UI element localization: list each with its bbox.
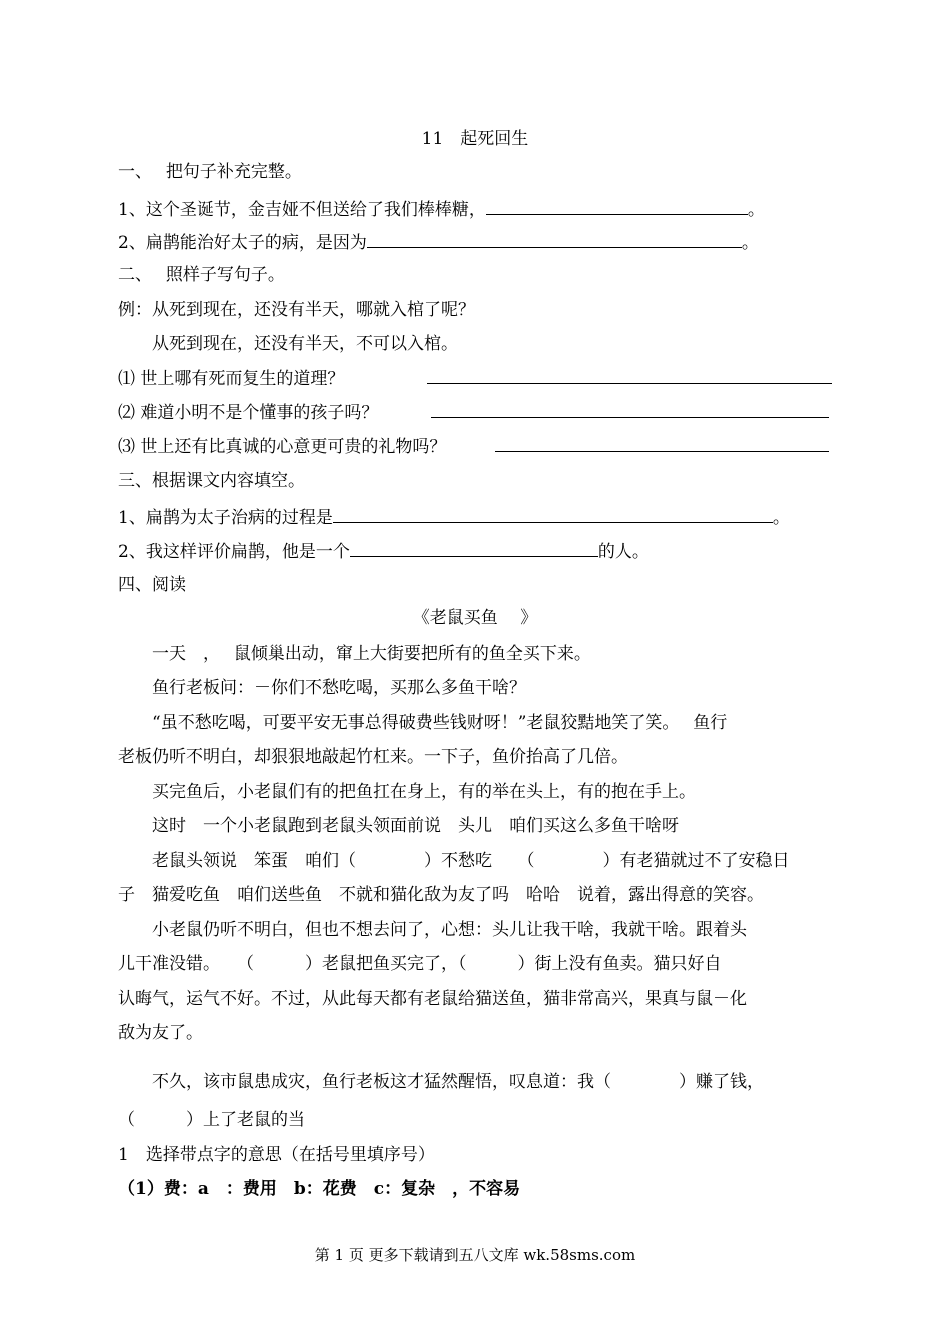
section-3-heading: 三、根据课文内容填空。 [118, 471, 305, 491]
story-paragraph: 老鼠头领说 笨蛋 咱们（ ）不愁吃 （ ）有老猫就过不了安稳日 [152, 851, 790, 871]
answer-blank[interactable] [333, 504, 773, 523]
story-title: 《老鼠买鱼 》 [412, 608, 538, 628]
answer-blank[interactable] [486, 196, 748, 215]
story-paragraph: 买完鱼后，小老鼠们有的把鱼扛在身上，有的举在头上，有的抱在手上。 [152, 782, 696, 802]
question-text: 2、扁鹊能治好太子的病，是因为 [118, 233, 367, 253]
section-2-heading: 二、 照样子写句子。 [118, 265, 285, 285]
section-1-heading: 一、 把句子补充完整。 [118, 162, 302, 182]
item-text: ⑵ 难道小明不是个懂事的孩子吗？ [118, 403, 379, 423]
page-title: 11 起死回生 [421, 129, 529, 149]
story-paragraph: 不久，该市鼠患成灾，鱼行老板这才猛然醒悟，叹息道：我（ ）赚了钱， [152, 1072, 764, 1092]
story-paragraph: 一天 ， 鼠倾巢出动，窜上大街要把所有的鱼全买下来。 [152, 644, 591, 664]
section-2-example-answer: 从死到现在，还没有半天，不可以入棺。 [152, 334, 458, 354]
page-footer: 第 1 页 更多下载请到五八文库 wk.58sms.com [314, 1246, 636, 1264]
section-2-item-3 [118, 435, 446, 459]
story-paragraph: 儿干准没错。 （ ）老鼠把鱼买完了，（ ）街上没有鱼卖。猫只好自 [118, 954, 722, 974]
story-paragraph: （ ）上了老鼠的当 [118, 1110, 305, 1130]
answer-blank[interactable] [350, 538, 598, 557]
story-paragraph: 小老鼠仍听不明白，但也不想去问了，心想：头儿让我干啥，我就干啥。跟着头 [152, 920, 747, 940]
story-paragraph: “虽不愁吃喝，可要平安无事总得破费些钱财呀！”老鼠狡黠地笑了笑。 鱼行 [152, 713, 728, 733]
section-3-question-2 [118, 538, 649, 564]
question-text: 1、扁鹊为太子治病的过程是 [118, 508, 333, 528]
section-2-item-2 [118, 401, 378, 425]
question-end: 的人。 [597, 542, 649, 562]
item-text: ⑶ 世上还有比真诚的心意更可贵的礼物吗？ [118, 437, 447, 457]
answer-blank[interactable] [495, 433, 829, 452]
reading-question-1-item: （1）费：a ：费用 b：花费 c：复杂 ，不容易 [118, 1179, 521, 1199]
question-text: 2、我这样评价扁鹊，他是一个 [118, 542, 350, 562]
story-paragraph: 老板仍听不明白，却狠狠地敲起竹杠来。一下子，鱼价抬高了几倍。 [118, 747, 628, 767]
section-3-question-1 [118, 504, 790, 530]
answer-blank[interactable] [431, 399, 829, 418]
story-paragraph: 子 猫爱吃鱼 咱们送些鱼 不就和猫化敌为友了吗 哈哈 说着，露出得意的笑容。 [118, 885, 764, 905]
question-text: 1、这个圣诞节，金吉娅不但送给了我们棒棒糖， [118, 200, 486, 220]
answer-blank[interactable] [427, 365, 832, 384]
story-paragraph: 敌为友了。 [118, 1023, 203, 1043]
answer-blank[interactable] [367, 229, 742, 248]
story-paragraph: 这时 一个小老鼠跑到老鼠头领面前说 头儿 咱们买这么多鱼干啥呀 [152, 816, 679, 836]
section-1-question-1 [118, 196, 765, 222]
question-end: 。 [741, 233, 759, 253]
question-end: 。 [747, 200, 765, 220]
item-text: ⑴ 世上哪有死而复生的道理？ [118, 369, 345, 389]
question-end: 。 [772, 508, 790, 528]
story-paragraph: 认晦气，运气不好。不过，从此每天都有老鼠给猫送鱼，猫非常高兴，果真与鼠－化 [118, 989, 747, 1009]
section-4-heading: 四、阅读 [118, 575, 186, 595]
section-2-item-1 [118, 367, 344, 391]
reading-question-1: 1 选择带点字的意思（在括号里填序号） [118, 1145, 435, 1165]
section-2-example: 例：从死到现在，还没有半天，哪就入棺了呢？ [118, 300, 475, 320]
section-1-question-2 [118, 229, 759, 255]
story-paragraph: 鱼行老板问：－你们不愁吃喝，买那么多鱼干啥？ [152, 678, 526, 698]
